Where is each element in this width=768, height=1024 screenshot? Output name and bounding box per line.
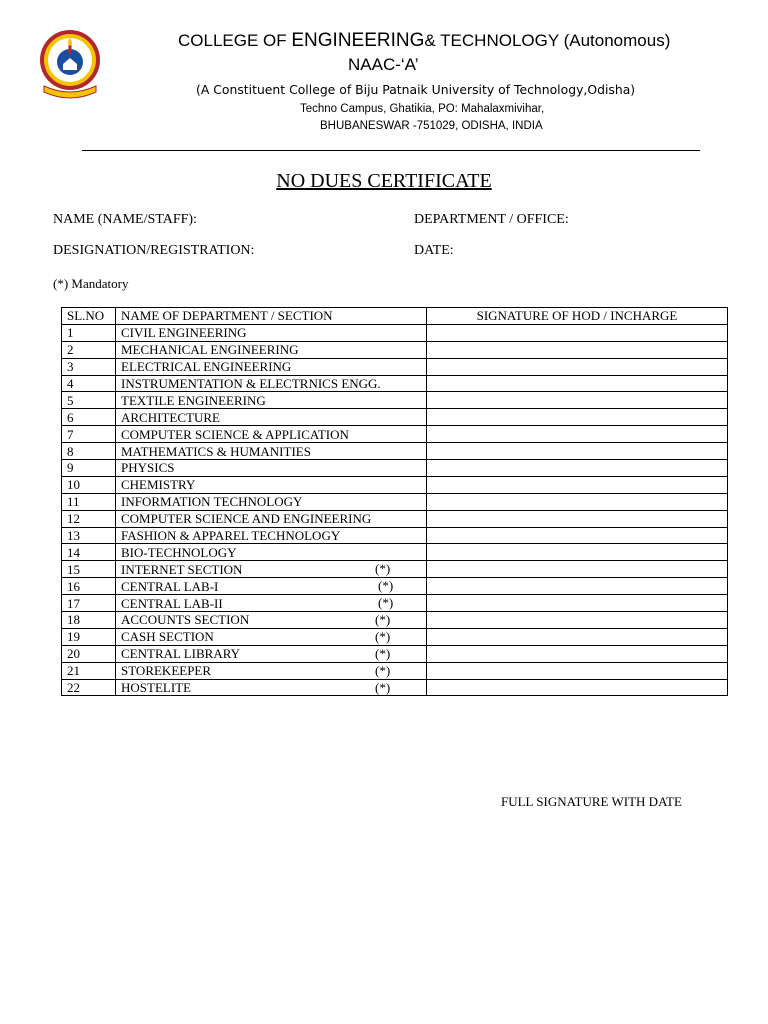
row-department-cell: [116, 612, 427, 629]
row-department-cell: [116, 561, 427, 578]
table-row: [62, 375, 728, 392]
row-slno: 1: [62, 324, 116, 341]
row-slno: 6: [62, 409, 116, 426]
row-department-name: INSTRUMENTATION & ELECTRNICS ENGG.: [121, 376, 381, 391]
row-department-name: CASH SECTION: [121, 629, 214, 645]
row-slno: 8: [62, 443, 116, 460]
row-signature-cell[interactable]: [427, 324, 728, 341]
header-department: NAME OF DEPARTMENT / SECTION: [116, 308, 427, 325]
table-header-row: [62, 308, 728, 325]
table-row: [62, 341, 728, 358]
row-department-name: ACCOUNTS SECTION: [121, 612, 250, 628]
row-signature-cell[interactable]: [427, 679, 728, 696]
mandatory-marker: (*): [375, 679, 391, 695]
row-department-name: CENTRAL LAB-I: [121, 578, 219, 594]
row-department-name: STOREKEEPER: [121, 663, 212, 679]
constituent-note: (A Constituent College of Biju Patnaik University of Technology,Odisha): [196, 82, 636, 97]
row-department-cell: [116, 628, 427, 645]
row-department-name: INFORMATION TECHNOLOGY: [121, 494, 303, 510]
page-title: NO DUES CERTIFICATE: [276, 170, 492, 192]
row-signature-cell[interactable]: [427, 493, 728, 510]
table-row: [62, 527, 728, 544]
table-row: [62, 460, 728, 477]
row-department-name: MATHEMATICS & HUMANITIES: [121, 443, 311, 459]
full-signature-label: FULL SIGNATURE WITH DATE: [501, 794, 682, 809]
row-slno: 7: [62, 426, 116, 443]
row-department-name: COMPUTER SCIENCE AND ENGINEERING: [121, 511, 372, 527]
mandatory-marker: (*): [375, 612, 391, 628]
row-signature-cell[interactable]: [427, 578, 728, 595]
row-department-cell: [116, 527, 427, 544]
date-field-label: DATE:: [414, 243, 454, 258]
row-signature-cell[interactable]: [427, 544, 728, 561]
mandatory-marker: (*): [378, 595, 394, 611]
mandatory-marker: (*): [375, 662, 391, 678]
college-name: COLLEGE OF ENGINEERING& TECHNOLOGY (Autonomous): [178, 30, 671, 51]
row-signature-cell[interactable]: [427, 628, 728, 645]
row-slno: 12: [62, 510, 116, 527]
dues-table: [61, 307, 728, 696]
table-row: [62, 544, 728, 561]
row-department-cell: [116, 578, 427, 595]
row-department-name: PHYSICS: [121, 460, 175, 476]
designation-field-label: DESIGNATION/REGISTRATION:: [53, 243, 255, 258]
row-signature-cell[interactable]: [427, 443, 728, 460]
college-seal-icon: [38, 28, 102, 104]
name-field-label: NAME (NAME/STAFF):: [53, 212, 197, 227]
table-row: [62, 578, 728, 595]
row-slno: 15: [62, 561, 116, 578]
row-signature-cell[interactable]: [427, 426, 728, 443]
table-row: [62, 561, 728, 578]
row-slno: 11: [62, 493, 116, 510]
mandatory-marker: (*): [375, 561, 391, 577]
row-signature-cell[interactable]: [427, 476, 728, 493]
table-row: [62, 426, 728, 443]
header-signature: SIGNATURE OF HOD / INCHARGE: [427, 308, 728, 325]
mandatory-note: (*) Mandatory: [53, 276, 129, 291]
row-department-name: CHEMISTRY: [121, 477, 196, 493]
row-department-cell: [116, 595, 427, 612]
row-department-name: CIVIL ENGINEERING: [121, 325, 247, 341]
row-department-name: HOSTELITE: [121, 680, 192, 696]
row-department-name: MECHANICAL ENGINEERING: [121, 342, 299, 358]
row-signature-cell[interactable]: [427, 375, 728, 392]
table-row: [62, 612, 728, 629]
row-slno: 10: [62, 476, 116, 493]
mandatory-marker: (*): [375, 628, 391, 644]
row-department-cell: [116, 679, 427, 696]
row-signature-cell[interactable]: [427, 645, 728, 662]
row-signature-cell[interactable]: [427, 662, 728, 679]
row-signature-cell[interactable]: [427, 561, 728, 578]
table-row: [62, 409, 728, 426]
row-slno: 2: [62, 341, 116, 358]
row-department-cell: [116, 392, 427, 409]
table-row: [62, 662, 728, 679]
row-signature-cell[interactable]: [427, 510, 728, 527]
row-signature-cell[interactable]: [427, 612, 728, 629]
row-department-cell: [116, 544, 427, 561]
row-signature-cell[interactable]: [427, 409, 728, 426]
row-department-name: FASHION & APPAREL TECHNOLOGY: [121, 528, 341, 544]
row-slno: 19: [62, 628, 116, 645]
row-department-cell: [116, 341, 427, 358]
row-slno: 21: [62, 662, 116, 679]
table-row: [62, 443, 728, 460]
row-signature-cell[interactable]: [427, 595, 728, 612]
row-slno: 4: [62, 375, 116, 392]
row-slno: 3: [62, 358, 116, 375]
row-signature-cell[interactable]: [427, 527, 728, 544]
row-department-name: ELECTRICAL ENGINEERING: [121, 359, 292, 375]
row-slno: 9: [62, 460, 116, 477]
table-row: [62, 476, 728, 493]
row-department-cell: [116, 662, 427, 679]
row-department-cell: [116, 426, 427, 443]
row-department-cell: [116, 510, 427, 527]
table-row: [62, 628, 728, 645]
address-line-2: BHUBANESWAR -751029, ODISHA, INDIA: [320, 120, 543, 132]
row-department-cell: [116, 324, 427, 341]
row-slno: 18: [62, 612, 116, 629]
header-divider: [82, 150, 700, 151]
row-signature-cell[interactable]: [427, 341, 728, 358]
header-slno: SL.NO: [62, 308, 116, 325]
row-department-name: TEXTILE ENGINEERING: [121, 392, 266, 408]
mandatory-marker: (*): [378, 578, 394, 594]
mandatory-marker: (*): [375, 645, 391, 661]
table-row: [62, 645, 728, 662]
row-department-cell: [116, 476, 427, 493]
row-department-cell: [116, 443, 427, 460]
row-slno: 13: [62, 527, 116, 544]
table-row: [62, 595, 728, 612]
row-department-name: BIO-TECHNOLOGY: [121, 544, 237, 560]
naac-grade: NAAC-‘A’: [348, 55, 419, 74]
table-row: [62, 358, 728, 375]
row-slno: 5: [62, 392, 116, 409]
row-slno: 16: [62, 578, 116, 595]
table-row: [62, 392, 728, 409]
row-slno: 14: [62, 544, 116, 561]
row-slno: 20: [62, 645, 116, 662]
row-slno: 17: [62, 595, 116, 612]
row-department-cell: [116, 358, 427, 375]
row-department-cell: [116, 493, 427, 510]
row-department-name: ARCHITECTURE: [121, 409, 220, 425]
address-line-1: Techno Campus, Ghatikia, PO: Mahalaxmivihar,: [300, 103, 545, 115]
row-department-cell: [116, 645, 427, 662]
row-department-cell: [116, 375, 427, 392]
row-department-name: CENTRAL LIBRARY: [121, 646, 241, 662]
table-row: [62, 510, 728, 527]
row-signature-cell[interactable]: [427, 392, 728, 409]
row-department-name: COMPUTER SCIENCE & APPLICATION: [121, 426, 349, 442]
row-department-cell: [116, 460, 427, 477]
department-field-label: DEPARTMENT / OFFICE:: [414, 212, 569, 227]
table-row: [62, 679, 728, 696]
row-signature-cell[interactable]: [427, 358, 728, 375]
row-department-name: INTERNET SECTION: [121, 561, 243, 577]
table-row: [62, 493, 728, 510]
table-row: [62, 324, 728, 341]
row-department-name: CENTRAL LAB-II: [121, 595, 223, 611]
row-signature-cell[interactable]: [427, 460, 728, 477]
row-slno: 22: [62, 679, 116, 696]
row-department-cell: [116, 409, 427, 426]
